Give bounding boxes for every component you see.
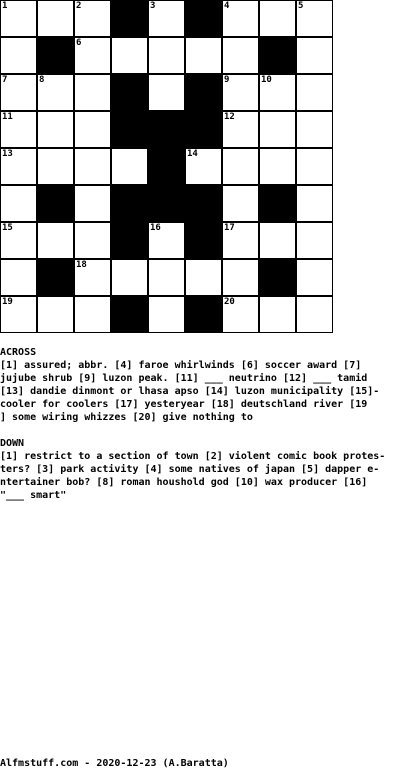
clue-number: 15 — [2, 223, 13, 233]
black-cell — [37, 259, 74, 296]
footer-credit: Alfmstuff.com - 2020-12-23 (A.Baratta) — [0, 758, 229, 769]
grid-cell[interactable] — [0, 111, 37, 148]
across-clue-line: jujube shrub [9] luzon peak. [11] ___ neutrino [12] ___ tamid — [0, 373, 368, 384]
grid-cell[interactable] — [259, 0, 296, 37]
black-cell — [111, 111, 148, 148]
black-cell — [37, 185, 74, 222]
across-clue-line: cooler for coolers [17] yesteryear [18] deutschland river [19 — [0, 399, 368, 410]
grid-cell[interactable] — [222, 148, 259, 185]
grid-cell[interactable] — [111, 37, 148, 74]
crossword-grid — [0, 0, 333, 333]
grid-cell[interactable] — [296, 185, 333, 222]
clue-number: 20 — [224, 297, 235, 307]
grid-cell[interactable] — [74, 111, 111, 148]
black-cell — [185, 185, 222, 222]
black-cell — [185, 111, 222, 148]
black-cell — [111, 74, 148, 111]
grid-cell[interactable] — [37, 296, 74, 333]
grid-cell[interactable] — [148, 296, 185, 333]
grid-cell[interactable] — [296, 0, 333, 37]
grid-cell[interactable] — [111, 259, 148, 296]
black-cell — [259, 259, 296, 296]
grid-cell[interactable] — [259, 111, 296, 148]
clue-number: 16 — [150, 223, 161, 233]
grid-cell[interactable] — [148, 222, 185, 259]
grid-cell[interactable] — [148, 74, 185, 111]
grid-cell[interactable] — [222, 37, 259, 74]
clue-number: 17 — [224, 223, 235, 233]
grid-cell[interactable] — [259, 148, 296, 185]
down-heading: DOWN — [0, 438, 25, 449]
across-clue-line: [1] assured; abbr. [4] faroe whirlwinds [6] soccer award [7] — [0, 360, 362, 371]
clue-number: 19 — [2, 297, 13, 307]
clue-number: 1 — [2, 1, 8, 11]
black-cell — [185, 74, 222, 111]
grid-cell[interactable] — [296, 148, 333, 185]
down-clue-line: [1] restrict to a section of town [2] violent comic book protes- — [0, 451, 386, 462]
clue-number: 2 — [76, 1, 82, 11]
clue-number: 8 — [39, 75, 45, 85]
grid-cell[interactable] — [222, 222, 259, 259]
grid-cell[interactable] — [222, 0, 259, 37]
grid-cell[interactable] — [37, 148, 74, 185]
black-cell — [37, 37, 74, 74]
grid-cell[interactable] — [148, 37, 185, 74]
black-cell — [148, 111, 185, 148]
across-clues — [0, 359, 392, 424]
black-cell — [259, 37, 296, 74]
grid-cell[interactable] — [0, 74, 37, 111]
black-cell — [185, 296, 222, 333]
clue-number: 11 — [2, 112, 13, 122]
black-cell — [259, 185, 296, 222]
grid-cell[interactable] — [148, 259, 185, 296]
black-cell — [185, 222, 222, 259]
down-clue-line: "___ smart" — [0, 490, 67, 501]
clue-number: 5 — [298, 1, 304, 11]
grid-cell[interactable] — [74, 74, 111, 111]
grid-cell[interactable] — [296, 37, 333, 74]
down-clue-line: ters? [3] park activity [4] some natives of japan [5] dapper e- — [0, 464, 380, 475]
grid-cell[interactable] — [296, 222, 333, 259]
grid-cell[interactable] — [259, 74, 296, 111]
grid-cell[interactable] — [74, 37, 111, 74]
grid-cell[interactable] — [74, 148, 111, 185]
clue-number: 13 — [2, 149, 13, 159]
grid-cell[interactable] — [74, 259, 111, 296]
grid-cell[interactable] — [259, 222, 296, 259]
clue-number: 12 — [224, 112, 235, 122]
grid-cell[interactable] — [111, 148, 148, 185]
clue-number: 10 — [261, 75, 272, 85]
grid-cell[interactable] — [185, 148, 222, 185]
grid-cell[interactable] — [0, 37, 37, 74]
down-clue-line: ntertainer bob? [8] roman houshold god [10] wax producer [16] — [0, 477, 368, 488]
grid-cell[interactable] — [0, 185, 37, 222]
black-cell — [148, 185, 185, 222]
grid-cell[interactable] — [0, 222, 37, 259]
grid-cell[interactable] — [185, 37, 222, 74]
grid-cell[interactable] — [37, 74, 74, 111]
black-cell — [185, 0, 222, 37]
grid-cell[interactable] — [222, 111, 259, 148]
clue-number: 18 — [76, 260, 87, 270]
grid-cell[interactable] — [296, 259, 333, 296]
clue-number: 4 — [224, 1, 230, 11]
black-cell — [111, 185, 148, 222]
grid-cell[interactable] — [0, 0, 37, 37]
grid-cell[interactable] — [222, 74, 259, 111]
across-heading: ACROSS — [0, 347, 37, 358]
down-clues — [0, 450, 392, 502]
clue-number: 7 — [2, 75, 8, 85]
grid-cell[interactable] — [0, 148, 37, 185]
grid-cell[interactable] — [296, 296, 333, 333]
clue-number: 6 — [76, 38, 82, 48]
across-clue-line: ] some wiring whizzes [20] give nothing to — [0, 412, 253, 423]
grid-cell[interactable] — [74, 222, 111, 259]
grid-cell[interactable] — [74, 185, 111, 222]
black-cell — [148, 148, 185, 185]
grid-cell[interactable] — [37, 222, 74, 259]
grid-cell[interactable] — [222, 296, 259, 333]
grid-cell[interactable] — [74, 0, 111, 37]
clue-number: 14 — [187, 149, 198, 159]
grid-cell[interactable] — [148, 0, 185, 37]
black-cell — [111, 296, 148, 333]
clues-section — [0, 346, 392, 502]
grid-cell[interactable] — [0, 296, 37, 333]
clue-number: 3 — [150, 1, 156, 11]
grid-cell[interactable] — [222, 185, 259, 222]
grid-cell[interactable] — [37, 111, 74, 148]
across-clue-line: [13] dandie dinmont or lhasa apso [14] luzon municipality [15]- — [0, 386, 380, 397]
grid-cell[interactable] — [296, 74, 333, 111]
grid-cell[interactable] — [185, 259, 222, 296]
clue-number: 9 — [224, 75, 230, 85]
grid-cell[interactable] — [222, 259, 259, 296]
grid-cell[interactable] — [296, 111, 333, 148]
grid-cell[interactable] — [259, 296, 296, 333]
black-cell — [111, 222, 148, 259]
grid-cell[interactable] — [0, 259, 37, 296]
grid-cell[interactable] — [74, 296, 111, 333]
black-cell — [111, 0, 148, 37]
grid-cell[interactable] — [37, 0, 74, 37]
